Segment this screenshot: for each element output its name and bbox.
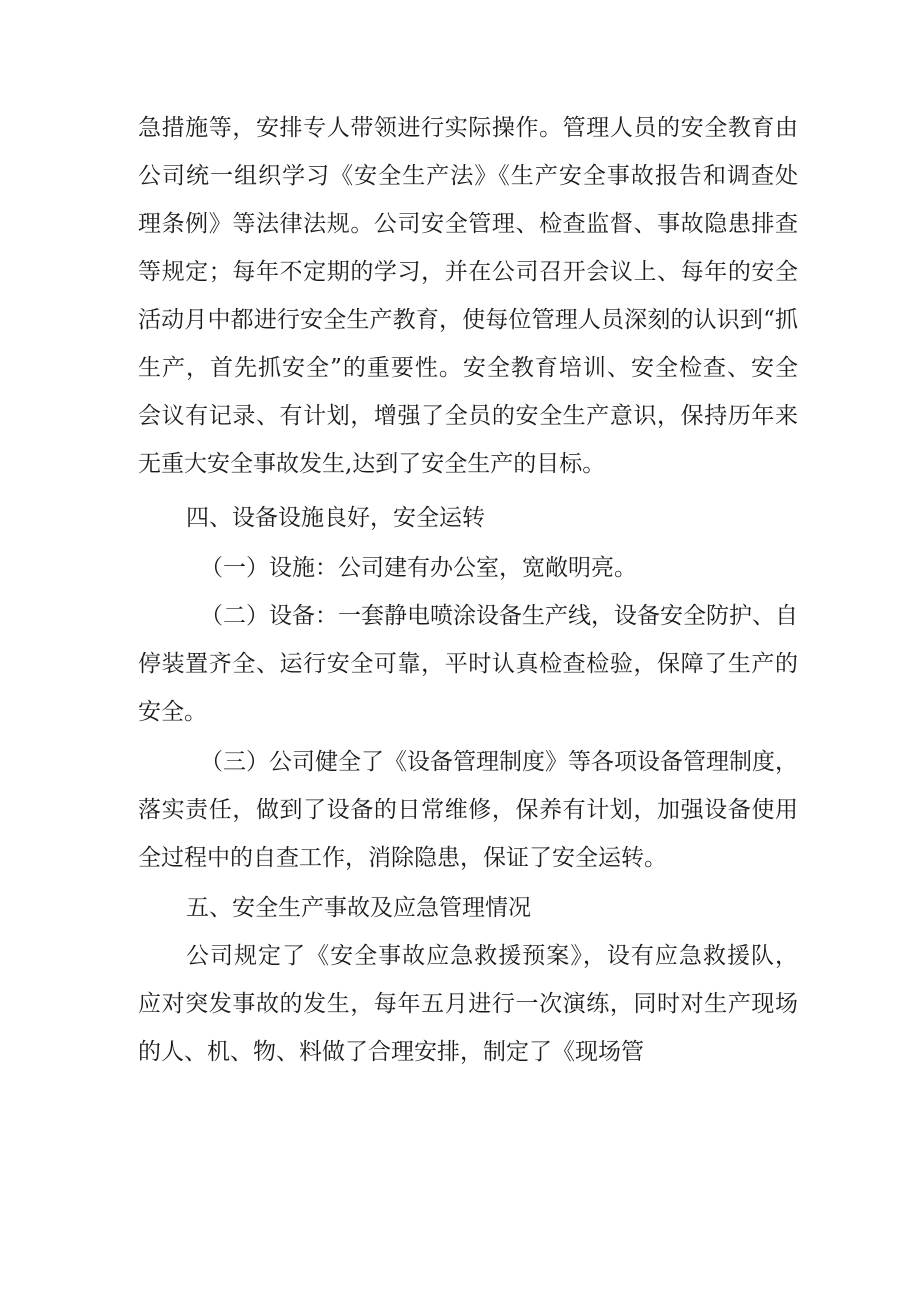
paragraph-line: 急措施等，安排专人带领进行实际操作。管理人员的安全教育由 [138,115,798,141]
section-heading: 五、安全生产事故及应急管理情况 [186,895,531,921]
paragraph-line: 理条例》等法律法规。公司安全管理、检查监督、事故隐患排查 [138,211,798,237]
paragraph-line: 安全。 [138,699,207,725]
paragraph-line: （一）设施：公司建有办公室，宽敞明亮。 [200,555,637,581]
paragraph-line: 公司规定了《安全事故应急救援预案》，设有应急救援队， [186,943,798,969]
paragraph-line: （二）设备：一套静电喷涂设备生产线，设备安全防护、自 [200,603,798,629]
paragraph-line: 会议有记录、有计划，增强了全员的安全生产意识，保持历年来 [138,403,798,429]
paragraph-line: 的人、机、物、料做了合理安排，制定了《现场管 [138,1039,644,1065]
paragraph-line: 应对突发事故的发生，每年五月进行一次演练，同时对生产现场 [138,991,798,1017]
paragraph-line: 等规定；每年不定期的学习，并在公司召开会议上、每年的安全 [138,259,798,285]
paragraph-line: （三）公司健全了《设备管理制度》等各项设备管理制度， [200,749,798,775]
paragraph-line: 活动月中都进行安全生产教育，使每位管理人员深刻的认识到“抓 [138,307,798,333]
paragraph-line: 公司统一组织学习《安全生产法》《生产安全事故报告和调查处 [138,163,798,189]
paragraph-line: 无重大安全事故发生,达到了安全生产的目标。 [138,451,606,477]
paragraph-line: 落实责任，做到了设备的日常维修，保养有计划，加强设备使用 [138,797,798,823]
section-heading: 四、设备设施良好，安全运转 [186,505,485,531]
paragraph-line: 停装置齐全、运行安全可靠，平时认真检查检验，保障了生产的 [138,651,798,677]
paragraph-line: 生产，首先抓安全”的重要性。安全教育培训、安全检查、安全 [138,355,798,381]
paragraph-line: 全过程中的自查工作，消除隐患，保证了安全运转。 [138,845,667,871]
